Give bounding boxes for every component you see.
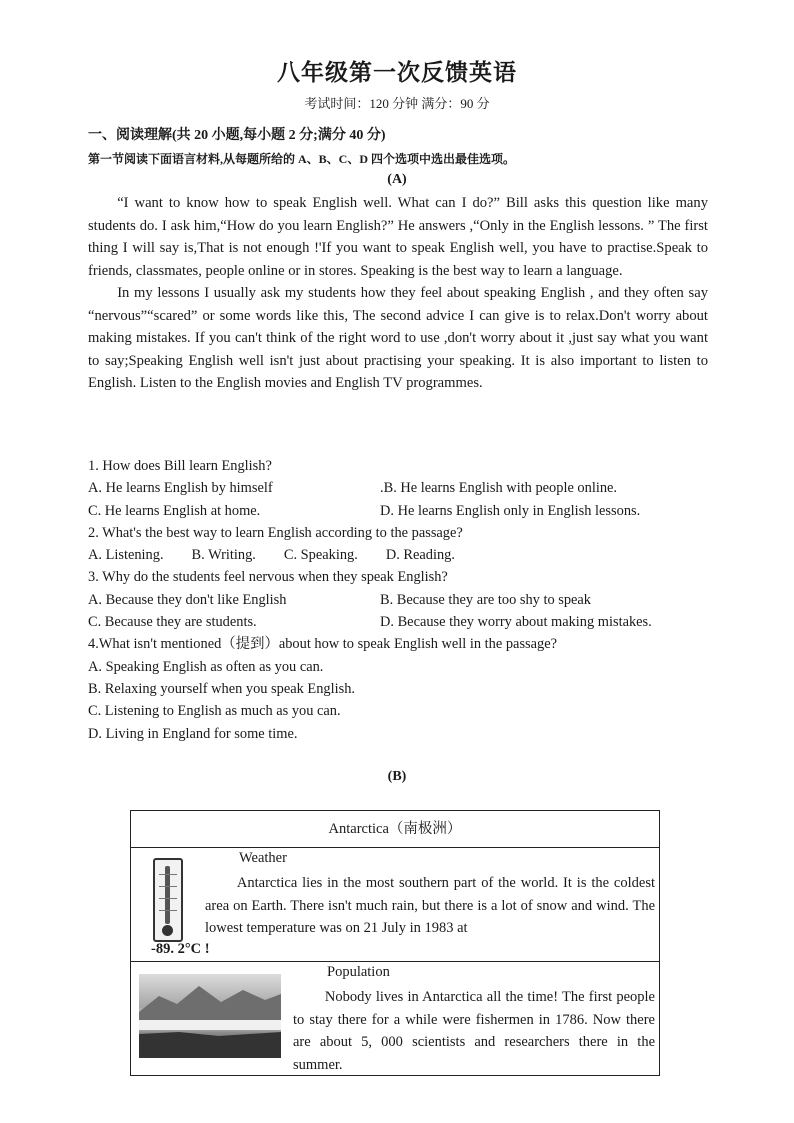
passage-a [88, 192, 708, 395]
part-a-label: (A) [387, 172, 407, 187]
option[interactable]: C. He learns English at home. [88, 502, 261, 519]
passage-a-paragraph-1: “I want to know how to speak English well. What can I do?” Bill asks this question like many students do. I ask him,“How do you learn English?” He answers ,“Only in the English lessons. ” The first thing I will say is,That is not enough !'If you want to speak English well, you have to practise.Speak to friends, classmates, people online or in stores. Speaking is the best way to learn a language. [88, 195, 708, 279]
option[interactable]: C. Speaking. [283, 547, 358, 564]
section-description: 第一节阅读下面语言材料,从每题所给的 A、B、C、D 四个选项中选出最佳选项。 [88, 152, 516, 166]
option-row [88, 500, 708, 522]
option[interactable]: A. He learns English by himself [88, 480, 273, 497]
part-b-label: (B) [387, 769, 407, 784]
population-text: Nobody lives in Antarctica all the time! The first people to stay there for a while were fishermen in 1786. Now there are about 5, 000 scientists and researchers there in the summer. [293, 989, 655, 1073]
option[interactable]: B. Writing. [191, 547, 256, 564]
option-row [88, 544, 708, 566]
weather-section [131, 848, 659, 962]
box-title: Antarctica（南极洲） [131, 811, 659, 848]
exam-info: 考试时间：120 分钟 满分：90 分 [304, 96, 490, 111]
option[interactable]: D. Reading. [385, 547, 455, 564]
weather-title: Weather [239, 850, 287, 866]
question-stem: 3. Why do the students feel nervous when they speak English? [88, 569, 448, 586]
question-stem: 4.What isn't mentioned（提到）about how to speak English well in the passage? [88, 636, 558, 653]
thermometer-icon [153, 858, 183, 942]
section-heading: 一、阅读理解(共 20 小题,每小题 2 分;满分 40 分) [88, 128, 386, 143]
option[interactable]: D. He learns English only in English lessons. [380, 502, 641, 519]
population-section [131, 962, 659, 1076]
population-title: Population [327, 964, 390, 980]
option[interactable]: .B. He learns English with people online. [380, 480, 618, 497]
option[interactable]: D. Living in England for some time. [88, 725, 298, 742]
option[interactable]: D. Because they worry about making mistakes. [380, 614, 652, 631]
option-row [88, 611, 708, 633]
question-stem: 2. What's the best way to learn English according to the passage? [88, 524, 463, 541]
antarctica-info-box [130, 810, 660, 1076]
option[interactable]: C. Listening to English as much as you can. [88, 703, 341, 720]
landscape-photo [139, 974, 281, 1058]
option[interactable]: A. Listening. [88, 547, 164, 564]
option[interactable]: B. Relaxing yourself when you speak English. [88, 680, 355, 697]
option[interactable]: B. Because they are too shy to speak [380, 591, 592, 608]
option[interactable]: A. Because they don't like English [88, 591, 287, 608]
weather-temperature: -89. 2°C ! [151, 941, 210, 957]
question-stem: 1. How does Bill learn English? [88, 458, 272, 474]
option-row [88, 477, 708, 499]
weather-text: Antarctica lies in the most southern part of the world. It is the coldest area on Earth. There isn't much rain, but there is a lot of snow and wind. The lowest temperature was on 21 July in 1983 at [205, 875, 655, 936]
option-row [88, 589, 708, 611]
page-title: 八年级第一次反馈英语 [277, 60, 517, 85]
option[interactable]: A. Speaking English as often as you can. [88, 658, 324, 675]
passage-a-paragraph-2: In my lessons I usually ask my students how they feel about speaking English , and they often say “nervous”“scared” or some words like this, The second advice I can give is to relax.Don't worry about making mistakes. If you can't think of the right word to use ,don't worry about it ,just say what you want to say;Speaking English well isn't just about practising your speaking. It is also important to listen to English. Listen to the English movies and English TV programmes. [88, 285, 708, 391]
question-list [88, 455, 708, 745]
option[interactable]: C. Because they are students. [88, 614, 257, 631]
